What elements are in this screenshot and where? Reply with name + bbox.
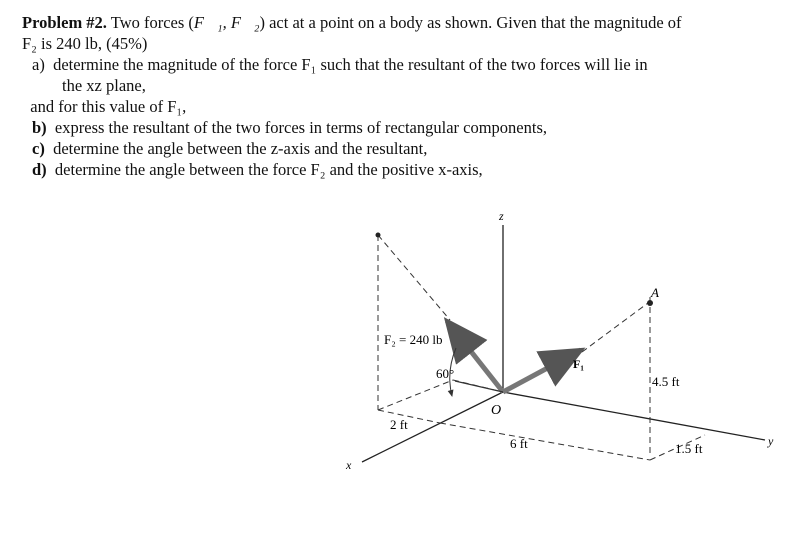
part-c-text: determine the angle between the z-axis and the resultant,: [53, 139, 428, 158]
problem-line-2: F₂ is 240 lb, (45%): [22, 34, 148, 53]
point-a-marker: [647, 300, 653, 306]
angle-label: 60°: [436, 366, 455, 381]
construction-lines: [378, 235, 705, 460]
part-b-text: express the resultant of the two forces in terms of rectangular components,: [54, 118, 548, 137]
and-text: and for this value of F₁,: [30, 97, 187, 116]
part-c-label: c): [32, 139, 45, 158]
dim-2ft: 2 ft: [390, 417, 408, 432]
problem-number: Problem #2.: [22, 13, 107, 32]
force-f1-arrow: [503, 350, 581, 392]
part-d-label: d): [32, 160, 47, 179]
y-axis: [503, 392, 765, 440]
origin-label: O: [491, 403, 502, 418]
part-b-label: b): [32, 118, 47, 137]
f1-label: F₁: [573, 357, 584, 371]
intro-text-2: ) act at a point on a body as shown. Given that the magnitude of: [259, 13, 682, 32]
dim-1-5ft: 1.5 ft: [675, 441, 703, 456]
force-symbols: F⃗₁, F⃗₂: [193, 13, 260, 32]
upper-point-marker: [376, 233, 381, 238]
z-axis-label: z: [499, 209, 504, 223]
x-axis-label: x: [346, 458, 352, 472]
part-a-label: a): [32, 55, 45, 74]
part-a-text-1: determine the magnitude of the force F₁ such that the resultant of the two forces will lie in: [53, 55, 648, 74]
y-axis-label: y: [768, 434, 774, 448]
part-d-text: determine the angle between the force F₂ and the positive x-axis,: [54, 160, 483, 179]
f2-label: F₂ = 240 lb: [384, 332, 443, 347]
intro-text-1: Two forces (: [106, 13, 194, 32]
part-a-line-2: the xz plane,: [62, 76, 146, 95]
x-axis: [362, 392, 503, 462]
dim-6ft: 6 ft: [510, 436, 528, 451]
dim-4-5ft: 4.5 ft: [652, 374, 680, 389]
point-a-label: A: [651, 285, 659, 300]
